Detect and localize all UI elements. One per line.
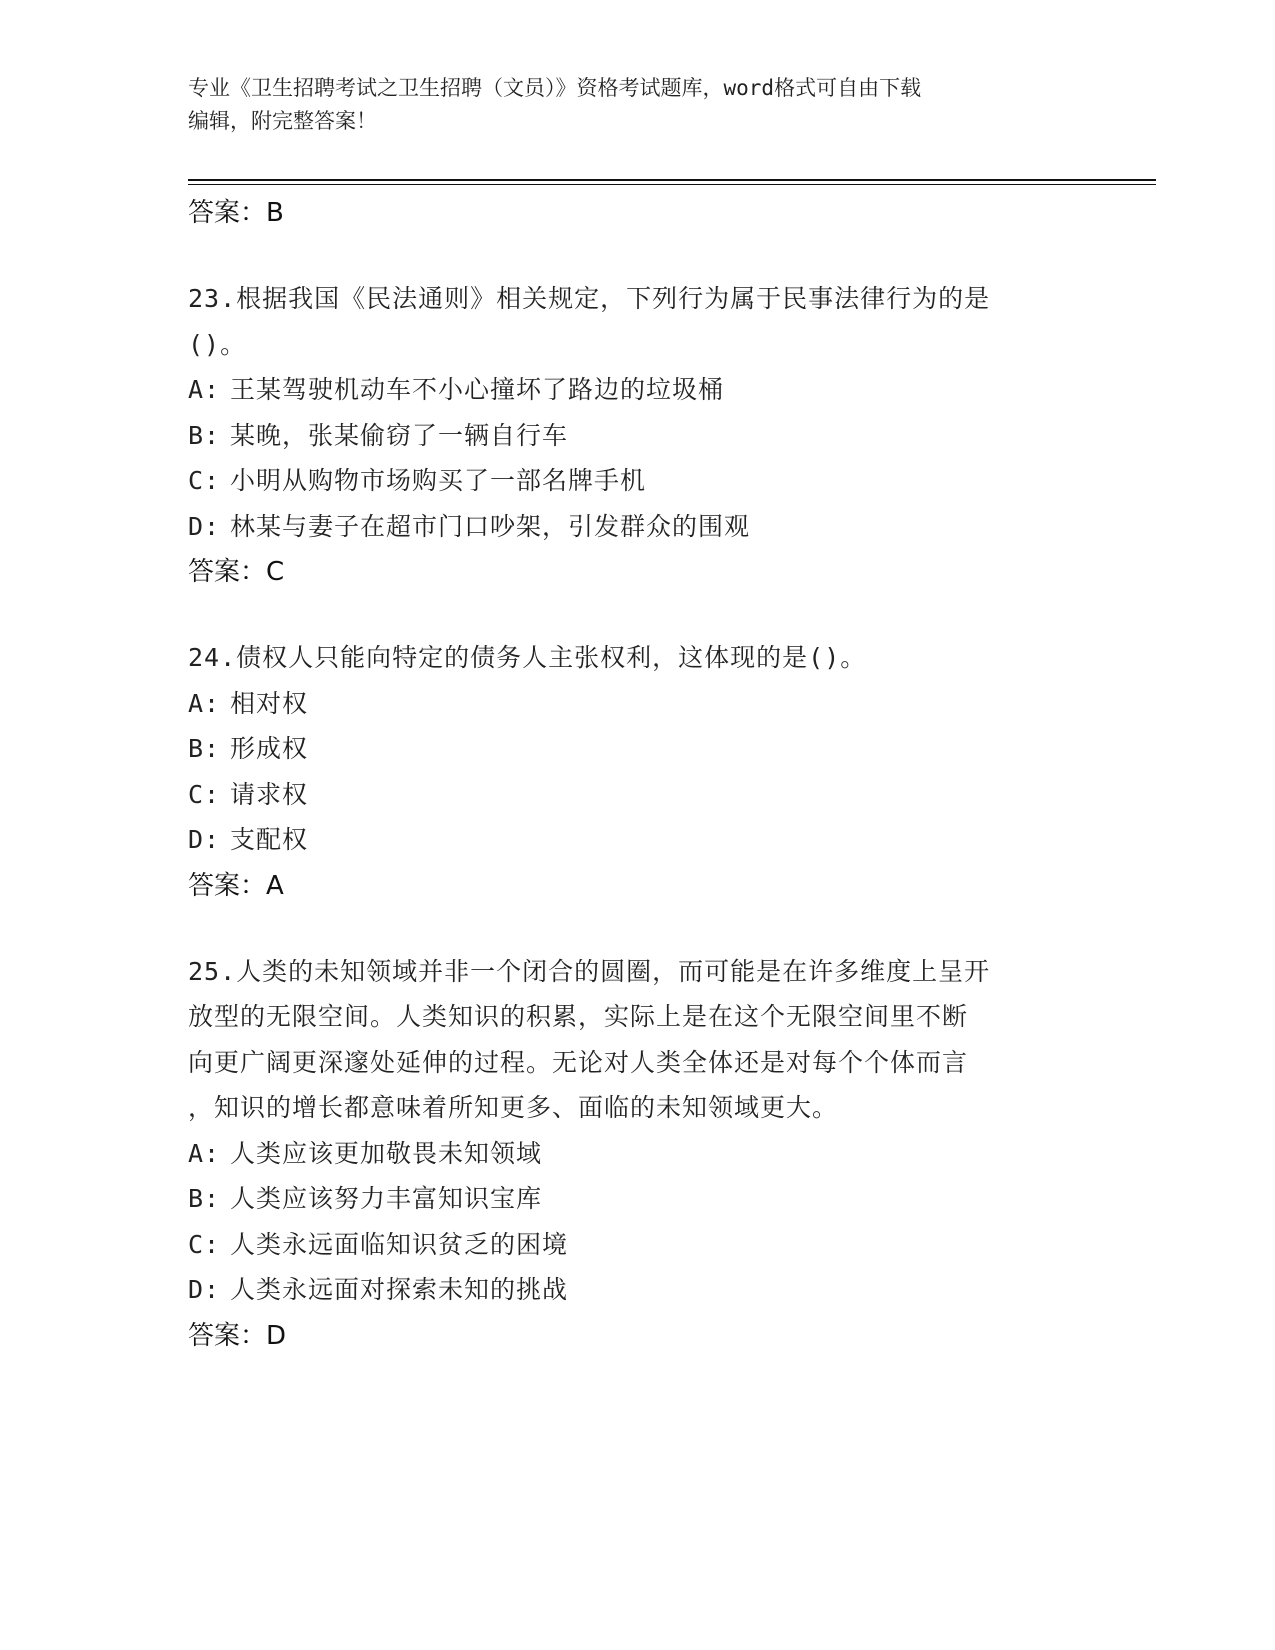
question-text-line: 25.人类的未知领域并非一个闭合的圆圈，而可能是在许多维度上呈开 — [188, 956, 991, 986]
option-letter: A: — [188, 1138, 221, 1168]
question-text-line: 23.根据我国《民法通则》相关规定，下列行为属于民事法律行为的是 — [188, 284, 991, 313]
option-text: 王某驾驶机动车不小心撞坏了路边的垃圾桶 — [230, 375, 725, 404]
question-25 — [188, 949, 1088, 1359]
option-a — [188, 367, 1088, 413]
option-d — [188, 817, 1088, 863]
option-c — [188, 772, 1088, 818]
option-text: 相对权 — [230, 688, 309, 718]
option-text: 某晚，张某偷窃了一辆自行车 — [230, 420, 569, 450]
option-text: 林某与妻子在超市门口吵架，引发群众的围观 — [230, 511, 751, 541]
header-line-2: 编辑，附完整答案！ — [188, 109, 377, 133]
option-letter: B: — [188, 734, 221, 763]
question-text-line: 24.债权人只能向特定的债务人主张权利，这体现的是()。 — [188, 643, 867, 672]
answer: 答案：D — [188, 1320, 287, 1351]
option-text: 支配权 — [230, 825, 309, 854]
option-letter: A: — [188, 688, 221, 718]
question-text — [188, 635, 1088, 681]
option-letter: A: — [188, 375, 221, 404]
option-text: 人类永远面临知识贫乏的困境 — [230, 1229, 569, 1259]
option-text: 形成权 — [230, 734, 309, 763]
option-c — [188, 458, 1088, 504]
option-letter: C: — [188, 779, 221, 809]
option-d — [188, 504, 1088, 550]
question-text-line: ，知识的增长都意味着所知更多、面临的未知领域更大。 — [188, 1093, 839, 1122]
option-letter: D: — [188, 1275, 221, 1304]
option-letter: D: — [188, 511, 221, 541]
option-text: 小明从购物市场购买了一部名牌手机 — [230, 466, 647, 495]
question-24 — [188, 635, 1088, 909]
question-text-line: 向更广阔更深邃处延伸的过程。无论对人类全体还是对每个个体而言 — [188, 1047, 969, 1077]
option-text: 人类永远面对探索未知的挑战 — [230, 1275, 569, 1304]
option-letter: C: — [188, 1229, 221, 1259]
question-text-line: 放型的无限空间。人类知识的积累，实际上是在这个无限空间里不断 — [188, 1002, 969, 1031]
option-text: 人类应该努力丰富知识宝库 — [230, 1184, 543, 1213]
option-c — [188, 1222, 1088, 1268]
previous-answer: 答案：B — [188, 198, 284, 228]
answer: 答案：A — [188, 870, 284, 901]
header-divider-thin — [188, 184, 1156, 185]
header-divider-thick — [188, 179, 1156, 181]
option-letter: D: — [188, 825, 221, 854]
option-a — [188, 1131, 1088, 1177]
option-b — [188, 726, 1088, 772]
document-header — [188, 72, 1068, 138]
option-b — [188, 413, 1088, 459]
question-text — [188, 276, 1088, 367]
question-23 — [188, 276, 1088, 595]
option-letter: B: — [188, 420, 221, 450]
option-text: 人类应该更加敬畏未知领域 — [230, 1138, 543, 1168]
option-b — [188, 1176, 1088, 1222]
option-a — [188, 681, 1088, 727]
question-text-line: ()。 — [188, 329, 247, 359]
question-text — [188, 949, 1088, 1131]
option-d — [188, 1267, 1088, 1313]
question-list — [188, 190, 1088, 1359]
option-letter: C: — [188, 466, 221, 495]
answer: 答案：C — [188, 557, 285, 587]
option-text: 请求权 — [230, 779, 309, 809]
header-line-1: 专业《卫生招聘考试之卫生招聘（文员）》资格考试题库，word格式可自由下载 — [188, 76, 922, 100]
option-letter: B: — [188, 1184, 221, 1213]
